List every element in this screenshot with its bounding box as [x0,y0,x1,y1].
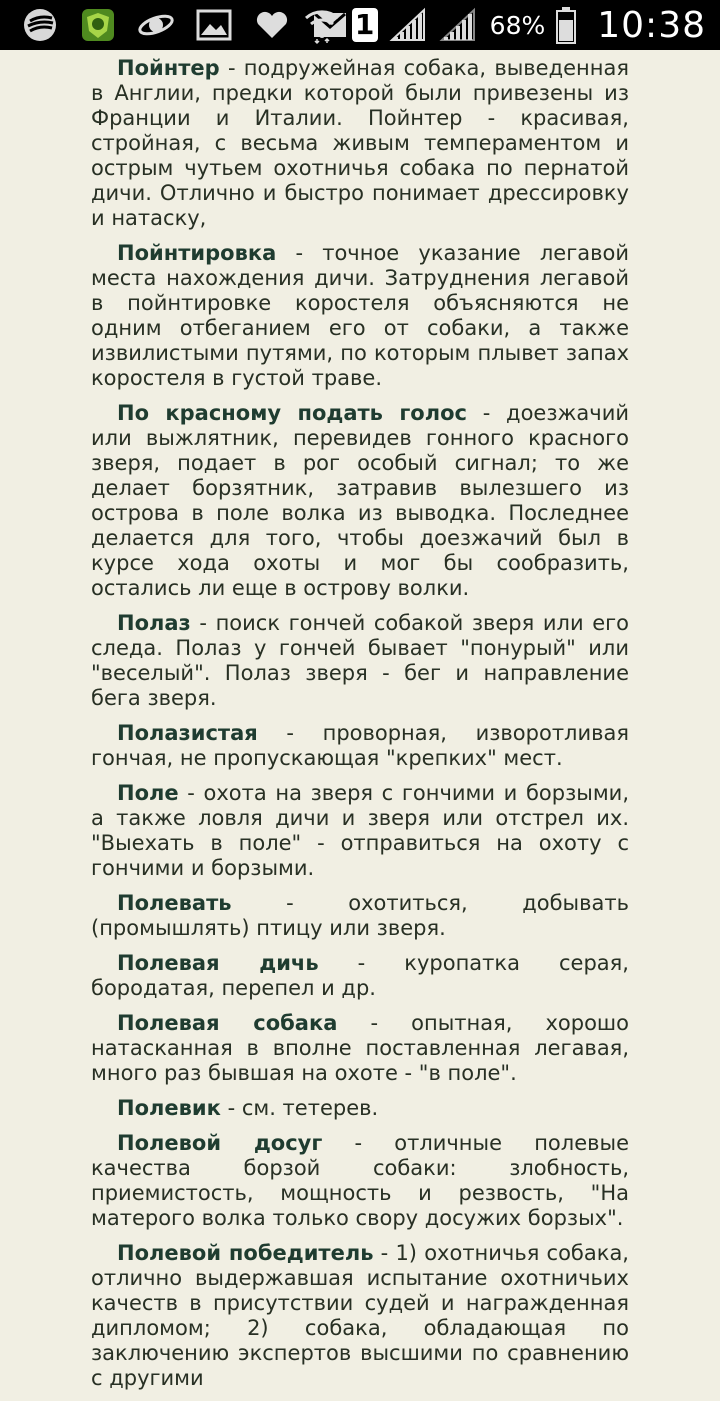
entry-definition: - охота на зверя с гончими и борзыми, а также ловля дичи и зверя или отстрел их. "Выехать в поле" - отправиться на охоту с гончими и борзыми. [91,781,629,880]
entry-definition: - проворная, изворотливая гончая, не пропускающая "крепких" мест. [91,721,629,770]
dictionary-entry [91,891,629,941]
signal-icon [388,6,428,44]
dictionary-entry [91,721,629,771]
entry-term: Полевая дичь [117,951,319,975]
dictionary-entry [91,56,629,231]
dictionary-entry [91,401,629,601]
entry-definition: - подружейная собака, выведенная в Англии, предки которой были привезены из Франции и Италии. Пойнтер - красивая, стройная, с весьма живым темпераментом и острым чутьем охотничья собака по пернатой дичи. Отлично и быстро понимает дрессировку и натаску, [91,56,629,230]
saturn-icon [136,6,176,44]
dictionary-entry [91,951,629,1001]
dictionary-entry [91,241,629,391]
entry-term: Полевая собака [117,1011,338,1035]
signal-icon-2 [438,6,478,44]
entry-definition: - см. тетерев. [220,1096,379,1120]
entry-term: Полевой победитель [117,1241,374,1265]
entry-definition: - куропатка серая, бородатая, перепел и др. [91,951,629,1000]
entry-term: Пойнтировка [117,241,277,265]
battery-icon [555,6,577,44]
clock: 10:38 [597,4,706,46]
entry-definition: - охотиться, добывать (промышлять) птицу или зверя. [91,891,629,940]
system-icons [302,0,706,50]
gallery-icon [194,6,234,44]
entry-term: По красному подать голос [117,401,467,425]
dictionary-entry [91,781,629,881]
sberbank-icon [20,6,60,44]
entry-definition: - опытная, хорошо натасканная в вполне поставленная легавая, много раз бывшая на охоте - "в поле". [91,1011,629,1085]
entry-definition: - поиск гончей собакой зверя или его следа. Полаз у гончей бывает "понурый" или "веселый". Полаз зверя - бег и направление бега зверя. [91,611,629,710]
dictionary-text [91,56,629,1401]
entry-term: Поле [117,781,179,805]
heart-icon [252,6,292,44]
entry-term: Полевик [117,1096,221,1120]
entry-term: Полазистая [117,721,258,745]
dictionary-entry [91,1241,629,1391]
wifi-icon [302,6,342,44]
status-bar [0,0,720,50]
notification-icons [20,6,350,44]
dictionary-entry [91,1131,629,1231]
entry-definition: - доезжачий или выжлятник, перевидев гонного красного зверя, подает в рог особый сигнал; то же делает борзятник, затравив вылезшего из острова в поле волка из выводка. Последнее делается для того, чтобы доезжачий был в курсе хода охоты и мог бы сообразить, остались ли еще в острову волки. [91,401,629,600]
sim-1-icon: 1 [352,8,378,42]
dictionary-entry [91,1096,629,1121]
lion-shield-app-icon [78,6,118,44]
entry-term: Полевой досуг [117,1131,323,1155]
entry-definition: - 1) охотничья собака, отлично выдержавшая испытание охотничьих качеств в присутствии судей и награжденная дипломом; 2) собака, обладающая по заключению экспертов высшими по сравнению с другими [91,1241,629,1390]
entry-definition: - точное указание легавой места нахождения дичи. Затруднения легавой в пойнтировке коростеля объясняются не одним отбеганием его от собаки, а также извилистыми путями, по которым плывет запах коростеля в густой траве. [91,241,629,390]
entry-term: Полаз [117,611,191,635]
dictionary-entry [91,611,629,711]
entry-definition: - отличные полевые качества борзой собаки: злобность, приемистость, мощность и резвость, "На матерого волка только свору досужих борзых". [91,1131,629,1230]
entry-term: Пойнтер [117,56,220,80]
dictionary-entry [91,1011,629,1086]
battery-percent: 68% [489,10,546,40]
entry-term: Полевать [117,891,232,915]
